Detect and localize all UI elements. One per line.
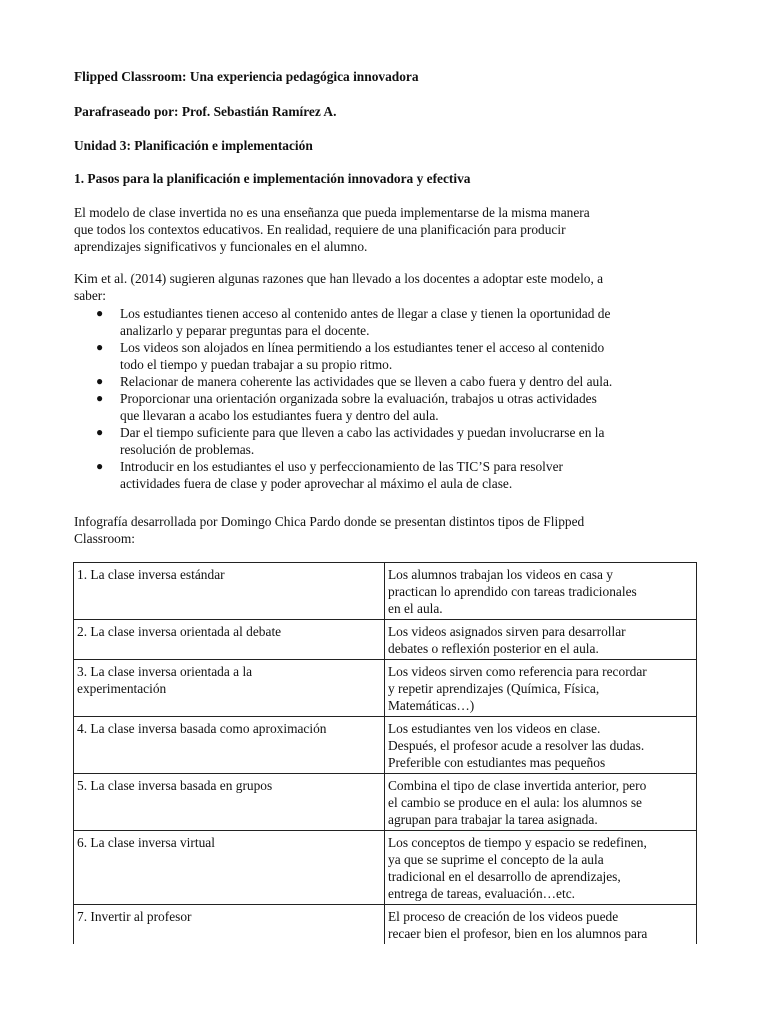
type-cell: 2. La clase inversa orientada al debate — [74, 620, 385, 660]
table-row — [74, 774, 697, 831]
intro-line: aprendizajes significativos y funcionales en el alumno. — [74, 239, 368, 254]
infografia-line: Classroom: — [74, 531, 136, 546]
table-row — [74, 563, 697, 620]
list-item: ● Los videos son alojados en línea permitiendo a los estudiantes tener el acceso al contenido todo el tiempo y puedan trabajar a su propio ritmo. — [96, 340, 605, 372]
author-line: Parafraseado por: Prof. Sebastián Ramírez A. — [74, 104, 337, 119]
section-heading: 1. Pasos para la planificación e implementación innovadora y efectiva — [74, 171, 471, 186]
type-cell: 1. La clase inversa estándar — [74, 563, 385, 620]
list-item: ● Introducir en los estudiantes el uso y perfeccionamiento de las TIC’S para resolver actividades fuera de clase y poder aprovechar al máximo el aula de clase. — [96, 459, 563, 491]
description-cell: Los videos asignados sirven para desarrollar debates o reflexión posterior en el aula. — [385, 620, 697, 660]
document-title: Flipped Classroom: Una experiencia pedagógica innovadora — [74, 69, 419, 84]
intro-paragraph — [74, 204, 699, 255]
intro-line: El modelo de clase invertida no es una enseñanza que pueda implementarse de la misma manera — [74, 205, 590, 220]
reasons-list — [74, 305, 694, 492]
description-cell: Los alumnos trabajan los videos en casa y practican lo aprendido con tareas tradicionales en el aula. — [385, 563, 697, 620]
type-cell: 6. La clase inversa virtual — [74, 831, 385, 905]
list-item: ● Relacionar de manera coherente las actividades que se lleven a cabo fuera y dentro del aula. — [96, 374, 613, 389]
type-cell: 5. La clase inversa basada en grupos — [74, 774, 385, 831]
list-item: ● Proporcionar una orientación organizada sobre la evaluación, trabajos u otras actividades que llevaran a acabo los estudiantes fuera y dentro del aula. — [96, 391, 597, 423]
flipped-types-table — [73, 562, 697, 944]
kim-line: saber: — [74, 288, 106, 303]
table-row — [74, 717, 697, 774]
bullet-icon: ● — [96, 459, 104, 473]
table-row — [74, 620, 697, 660]
list-item: ● Los estudiantes tienen acceso al contenido antes de llegar a clase y tienen la oportunidad de analizarlo y peparar preguntas para el docente. — [96, 306, 611, 338]
table-row — [74, 905, 697, 945]
infografia-paragraph — [74, 513, 699, 547]
type-cell: 7. Invertir al profesor — [74, 905, 385, 945]
bullet-icon: ● — [96, 391, 104, 405]
table-row — [74, 831, 697, 905]
description-cell: Los videos sirven como referencia para recordar y repetir aprendizajes (Química, Física, Matemáticas…) — [385, 660, 697, 717]
list-item: ● Dar el tiempo suficiente para que lleven a cabo las actividades y puedan involucrarse en la resolución de problemas. — [96, 425, 605, 457]
type-cell: 3. La clase inversa orientada a la experimentación — [74, 660, 385, 717]
bullet-icon: ● — [96, 374, 104, 388]
intro-line: que todos los contextos educativos. En realidad, requiere de una planificación para producir — [74, 222, 566, 237]
bullet-icon: ● — [96, 306, 104, 320]
description-cell: El proceso de creación de los videos puede recaer bien el profesor, bien en los alumnos para — [385, 905, 697, 945]
bullet-icon: ● — [96, 425, 104, 439]
description-cell: Combina el tipo de clase invertida anterior, pero el cambio se produce en el aula: los alumnos se agrupan para trabajar la tarea asignada. — [385, 774, 697, 831]
type-cell: 4. La clase inversa basada como aproximación — [74, 717, 385, 774]
description-cell: Los conceptos de tiempo y espacio se redefinen, ya que se suprime el concepto de la aula tradicional en el desarrollo de aprendizajes, entrega de tareas, evaluación…etc. — [385, 831, 697, 905]
kim-paragraph — [74, 270, 704, 304]
unit-heading: Unidad 3: Planificación e implementación — [74, 138, 313, 153]
infografia-line: Infografía desarrollada por Domingo Chica Pardo donde se presentan distintos tipos de Flipped — [74, 514, 585, 529]
bullet-icon: ● — [96, 340, 104, 354]
kim-line: Kim et al. (2014) sugieren algunas razones que han llevado a los docentes a adoptar este modelo, a — [74, 271, 604, 286]
description-cell: Los estudiantes ven los videos en clase. Después, el profesor acude a resolver las dudas. Preferible con estudiantes mas pequeños — [385, 717, 697, 774]
table-row — [74, 660, 697, 717]
